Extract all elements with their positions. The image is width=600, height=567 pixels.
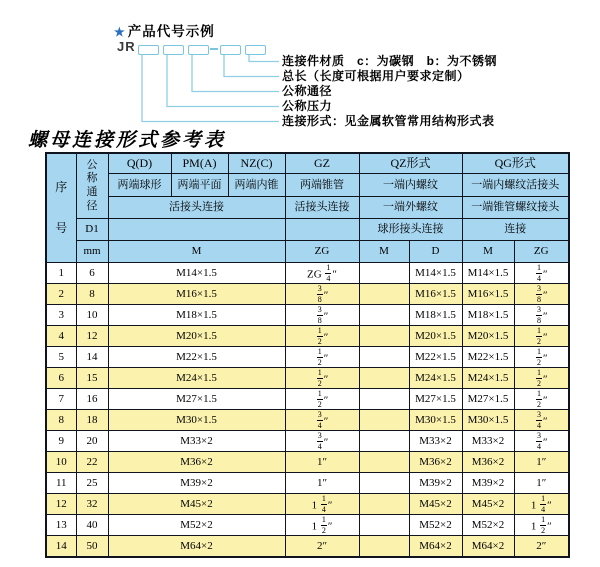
cell-no: 12 (46, 494, 76, 515)
cell-qg_zg: $\frac{1}{4}$ ″ (514, 263, 569, 284)
cell-m: M52×2 (108, 515, 285, 536)
cell-qz_d: M16×1.5 (409, 284, 462, 305)
cell-qg_zg: $\frac{1}{2}$ ″ (514, 326, 569, 347)
cell-qz_m (359, 494, 409, 515)
cell-qg_m: M20×1.5 (462, 326, 514, 347)
cell-gz_zg: $\frac{1}{2}$ ″ (285, 368, 359, 389)
cell-qz_m (359, 305, 409, 326)
table-row (46, 263, 569, 284)
cell-dn: 22 (76, 452, 108, 473)
diagram-title: 产品代号示例 (127, 24, 215, 39)
header-qg-unit-zg: ZG (514, 241, 569, 263)
cell-dn: 6 (76, 263, 108, 284)
cell-gz_zg: $\frac{3}{8}$ ″ (285, 284, 359, 305)
cell-qg_m: M27×1.5 (462, 389, 514, 410)
cell-dn: 15 (76, 368, 108, 389)
header-qz-unit-d: D (409, 241, 462, 263)
code-prefix: JR (117, 39, 136, 54)
header-row-4 (46, 219, 569, 241)
cell-qg_zg: $\frac{1}{2}$ ″ (514, 347, 569, 368)
cell-qz_m (359, 431, 409, 452)
code-label-length: 总长（长度可根据用户要求定制） (282, 69, 470, 83)
table-row (46, 410, 569, 431)
cell-m: M30×1.5 (108, 410, 285, 431)
cell-gz_zg: $\frac{1}{2}$ ″ (285, 389, 359, 410)
cell-qz_m (359, 347, 409, 368)
header-qz-unit-m: M (359, 241, 409, 263)
code-box-2 (163, 45, 184, 55)
product-code-diagram (0, 0, 600, 135)
cell-qz_m (359, 389, 409, 410)
cell-gz_zg: 1 $\frac{1}{4}$ ″ (285, 494, 359, 515)
cell-qg_m: M14×1.5 (462, 263, 514, 284)
table-row (46, 452, 569, 473)
cell-qg_m: M64×2 (462, 536, 514, 558)
cell-qz_d: M45×2 (409, 494, 462, 515)
cell-gz_zg: $\frac{3}{4}$ ″ (285, 431, 359, 452)
cell-qz_m (359, 452, 409, 473)
header-qz: QZ形式 (359, 153, 462, 174)
cell-qz_d: M39×2 (409, 473, 462, 494)
header-qg-desc: 一端内螺纹活接头 (462, 174, 569, 197)
cell-dn: 18 (76, 410, 108, 431)
cell-qg_zg: 1 $\frac{1}{4}$ ″ (514, 494, 569, 515)
header-qz-desc: 一端内螺纹 (359, 174, 462, 197)
header-q-desc: 两端球形 (108, 174, 171, 197)
cell-qz_m (359, 410, 409, 431)
header-nominal-diameter: 公称通径 (76, 153, 108, 219)
cell-qg_zg: $\frac{3}{8}$ ″ (514, 305, 569, 326)
cell-qg_m: M24×1.5 (462, 368, 514, 389)
cell-qz_d: M24×1.5 (409, 368, 462, 389)
header-row-1 (46, 153, 569, 174)
header-row-5 (46, 241, 569, 263)
cell-no: 14 (46, 536, 76, 558)
header-d1: D1 (76, 219, 108, 241)
header-gz-union: 活接头连接 (285, 197, 359, 219)
cell-qz_m (359, 263, 409, 284)
cell-gz_zg: 1″ (285, 473, 359, 494)
cell-m: M18×1.5 (108, 305, 285, 326)
cell-dn: 20 (76, 431, 108, 452)
cell-dn: 25 (76, 473, 108, 494)
header-gz: GZ (285, 153, 359, 174)
header-unit-m: M (108, 241, 285, 263)
cell-qg_zg: $\frac{3}{4}$ ″ (514, 410, 569, 431)
cell-no: 6 (46, 368, 76, 389)
cell-no: 10 (46, 452, 76, 473)
cell-qg_m: M18×1.5 (462, 305, 514, 326)
star-icon: ★ (114, 25, 126, 39)
header-pm: PM(A) (171, 153, 228, 174)
cell-qz_d: M20×1.5 (409, 326, 462, 347)
cell-no: 7 (46, 389, 76, 410)
cell-no: 13 (46, 515, 76, 536)
code-box-1 (138, 45, 159, 55)
cell-dn: 32 (76, 494, 108, 515)
table-row (46, 368, 569, 389)
cell-qg_zg: 1″ (514, 473, 569, 494)
cell-no: 8 (46, 410, 76, 431)
cell-gz_zg: 1″ (285, 452, 359, 473)
table-row (46, 536, 569, 558)
cell-qz_m (359, 368, 409, 389)
cell-qz_d: M14×1.5 (409, 263, 462, 284)
cell-m: M33×2 (108, 431, 285, 452)
cell-qg_m: M52×2 (462, 515, 514, 536)
table-row (46, 347, 569, 368)
header-row-2 (46, 174, 569, 197)
cell-qz_d: M52×2 (409, 515, 462, 536)
header-qg-taper: 一端锥管螺纹接头 (462, 197, 569, 219)
cell-qz_m (359, 536, 409, 558)
cell-dn: 8 (76, 284, 108, 305)
cell-qg_m: M36×2 (462, 452, 514, 473)
cell-dn: 50 (76, 536, 108, 558)
cell-m: M39×2 (108, 473, 285, 494)
header-unit-mm: mm (76, 241, 108, 263)
code-box-4 (220, 45, 241, 55)
header-empty-1 (108, 219, 285, 241)
cell-m: M24×1.5 (108, 368, 285, 389)
cell-qz_d: M33×2 (409, 431, 462, 452)
header-qz-external: 一端外螺纹 (359, 197, 462, 219)
cell-qg_zg: $\frac{3}{4}$ ″ (514, 431, 569, 452)
cell-m: M22×1.5 (108, 347, 285, 368)
code-label-diameter: 公称通径 (282, 84, 333, 98)
header-qg-connection: 连接 (462, 219, 569, 241)
cell-qz_d: M18×1.5 (409, 305, 462, 326)
code-box-5 (245, 45, 266, 55)
cell-qg_m: M39×2 (462, 473, 514, 494)
cell-no: 3 (46, 305, 76, 326)
code-dash (210, 48, 218, 50)
table-row (46, 473, 569, 494)
cell-qz_d: M22×1.5 (409, 347, 462, 368)
cell-m: M14×1.5 (108, 263, 285, 284)
cell-m: M16×1.5 (108, 284, 285, 305)
cell-qz_d: M64×2 (409, 536, 462, 558)
cell-dn: 16 (76, 389, 108, 410)
header-nz-desc: 两端内锥 (228, 174, 285, 197)
table-row (46, 515, 569, 536)
header-union-connection: 活接头连接 (108, 197, 285, 219)
table-row (46, 431, 569, 452)
cell-m: M27×1.5 (108, 389, 285, 410)
cell-no: 4 (46, 326, 76, 347)
table-row (46, 284, 569, 305)
header-qg: QG形式 (462, 153, 569, 174)
header-empty-2 (285, 219, 359, 241)
header-nz: NZ(C) (228, 153, 285, 174)
cell-qg_zg: $\frac{1}{2}$ ″ (514, 389, 569, 410)
table-header (46, 153, 569, 263)
cell-no: 11 (46, 473, 76, 494)
cell-dn: 40 (76, 515, 108, 536)
cell-qg_m: M22×1.5 (462, 347, 514, 368)
table-body (46, 263, 569, 558)
cell-qg_zg: 1″ (514, 452, 569, 473)
cell-no: 5 (46, 347, 76, 368)
cell-no: 2 (46, 284, 76, 305)
header-q: Q(D) (108, 153, 171, 174)
cell-qz_m (359, 326, 409, 347)
cell-qz_m (359, 284, 409, 305)
cell-dn: 12 (76, 326, 108, 347)
cell-m: M64×2 (108, 536, 285, 558)
cell-qz_m (359, 473, 409, 494)
cell-qg_m: M16×1.5 (462, 284, 514, 305)
cell-no: 9 (46, 431, 76, 452)
cell-qg_zg: 1 $\frac{1}{2}$ ″ (514, 515, 569, 536)
cell-gz_zg: 2″ (285, 536, 359, 558)
cell-dn: 10 (76, 305, 108, 326)
header-qg-unit-m: M (462, 241, 514, 263)
diagram-heading (114, 20, 215, 40)
header-qz-ball-joint: 球形接头连接 (359, 219, 462, 241)
table-row (46, 494, 569, 515)
nut-connection-table (45, 152, 570, 558)
code-label-connection: 连接形式：见金属软管常用结构形式表 (282, 114, 495, 128)
table-title: 螺母连接形式参考表 (28, 129, 227, 151)
cell-m: M45×2 (108, 494, 285, 515)
cell-m: M20×1.5 (108, 326, 285, 347)
code-box-3 (188, 45, 209, 55)
cell-gz_zg: $\frac{3}{4}$ ″ (285, 410, 359, 431)
cell-qg_m: M45×2 (462, 494, 514, 515)
cell-dn: 14 (76, 347, 108, 368)
cell-qz_d: M27×1.5 (409, 389, 462, 410)
cell-gz_zg: 1 $\frac{1}{2}$ ″ (285, 515, 359, 536)
cell-no: 1 (46, 263, 76, 284)
cell-gz_zg: $\frac{1}{2}$ ″ (285, 347, 359, 368)
header-serial: 序号 (46, 153, 76, 263)
header-row-3 (46, 197, 569, 219)
header-unit-zg: ZG (285, 241, 359, 263)
cell-m: M36×2 (108, 452, 285, 473)
cell-qg_m: M33×2 (462, 431, 514, 452)
cell-qg_zg: $\frac{3}{8}$ ″ (514, 284, 569, 305)
table-row (46, 389, 569, 410)
header-gz-desc: 两端锥管 (285, 174, 359, 197)
cell-gz_zg: $\frac{1}{2}$ ″ (285, 326, 359, 347)
code-label-material: 连接件材质 c：为碳钢 b：为不锈钢 (282, 54, 498, 68)
table-row (46, 326, 569, 347)
cell-gz_zg: $\frac{3}{8}$ ″ (285, 305, 359, 326)
table-row (46, 305, 569, 326)
cell-qg_zg: 2″ (514, 536, 569, 558)
cell-gz_zg: ZG $\frac{1}{4}$ ″ (285, 263, 359, 284)
header-pm-desc: 两端平面 (171, 174, 228, 197)
cell-qz_m (359, 515, 409, 536)
code-label-pressure: 公称压力 (282, 99, 333, 113)
cell-qz_d: M30×1.5 (409, 410, 462, 431)
cell-qg_m: M30×1.5 (462, 410, 514, 431)
cell-qz_d: M36×2 (409, 452, 462, 473)
cell-qg_zg: $\frac{1}{2}$ ″ (514, 368, 569, 389)
